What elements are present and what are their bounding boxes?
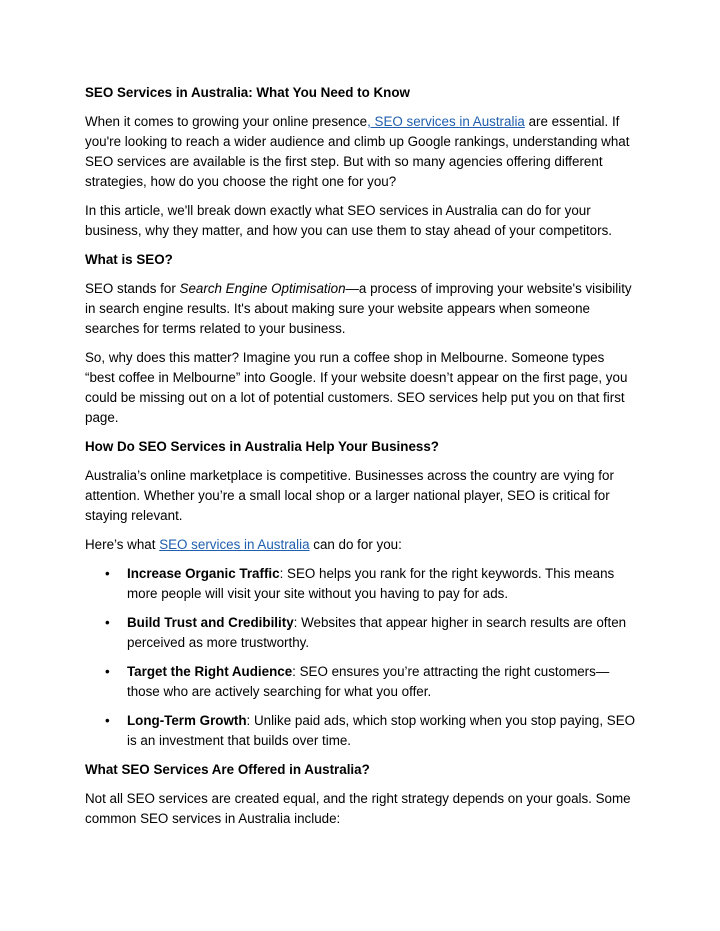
list-item-term: Long-Term Growth xyxy=(127,713,247,728)
benefits-intro-end: can do for you: xyxy=(309,537,402,552)
list-item-term: Target the Right Audience xyxy=(127,664,293,679)
bullet-icon: • xyxy=(105,713,110,728)
list-item xyxy=(85,711,637,751)
seo-definition-end: —a process of improving your website's visibility in search engine results. It's about making sure your website appears when someone searches for terms related to your business. xyxy=(85,281,632,336)
bullet-icon: • xyxy=(105,664,110,679)
section-heading-how-seo-helps: How Do SEO Services in Australia Help Your Business? xyxy=(85,439,439,454)
list-item xyxy=(85,662,637,702)
list-item-text: : Websites that appear higher in search results are often perceived as more trustworthy. xyxy=(127,615,627,650)
list-item-text: : SEO helps you rank for the right keywords. This means more people will visit your site without you having to pay for ads. xyxy=(127,566,615,601)
seo-definition-term: Search Engine Optimisation xyxy=(179,281,346,296)
document-page xyxy=(85,83,637,838)
article-overview-paragraph: In this article, we'll break down exactly what SEO services in Australia can do for your business, why they matter, and how you can use them to stay ahead of your competitors. xyxy=(85,203,612,238)
coffee-shop-example-paragraph: So, why does this matter? Imagine you run a coffee shop in Melbourne. Someone types “best coffee in Melbourne” into Google. If your website doesn’t appear on the first page, you could be missing out on a lot of potential customers. SEO services help put you on that first page. xyxy=(85,350,628,425)
bullet-icon: • xyxy=(105,615,110,630)
seo-definition-start: SEO stands for xyxy=(85,281,180,296)
section-heading-what-is-seo: What is SEO? xyxy=(85,252,173,267)
list-item-text: : SEO ensures you’re attracting the right customers—those who are actively searching for what you offer. xyxy=(127,664,610,699)
seo-definition-paragraph xyxy=(85,279,637,339)
services-offered-paragraph: Not all SEO services are created equal, and the right strategy depends on your goals. Some common SEO services in Australia include: xyxy=(85,791,631,826)
list-item-term: Build Trust and Credibility xyxy=(127,615,294,630)
intro-text-start: When it comes to growing your online presence xyxy=(85,114,368,129)
intro-paragraph xyxy=(85,112,637,192)
marketplace-paragraph: Australia’s online marketplace is competitive. Businesses across the country are vying for attention. Whether you’re a small local shop or a larger national player, SEO is critical for staying relevant. xyxy=(85,468,614,523)
section-heading-services-offered: What SEO Services Are Offered in Australia? xyxy=(85,762,370,777)
list-item xyxy=(85,564,637,604)
seo-services-link-1[interactable]: , SEO services in Australia xyxy=(367,114,525,129)
list-item-text: : Unlike paid ads, which stop working when you stop paying, SEO is an investment that builds over time. xyxy=(127,713,636,748)
benefits-intro-start: Here’s what xyxy=(85,537,160,552)
list-item-term: Increase Organic Traffic xyxy=(127,566,280,581)
seo-services-link-2[interactable]: SEO services in Australia xyxy=(159,537,310,552)
intro-text-end: are essential. If you're looking to reach a wider audience and climb up Google rankings, understanding what SEO services are available is the first step. But with so many agencies offering different strategies, how do you choose the right one for you? xyxy=(85,114,630,189)
benefits-intro-paragraph xyxy=(85,535,637,555)
list-item xyxy=(85,613,637,653)
article-title: SEO Services in Australia: What You Need to Know xyxy=(85,85,410,100)
benefits-list xyxy=(85,564,637,751)
bullet-icon: • xyxy=(105,566,110,581)
